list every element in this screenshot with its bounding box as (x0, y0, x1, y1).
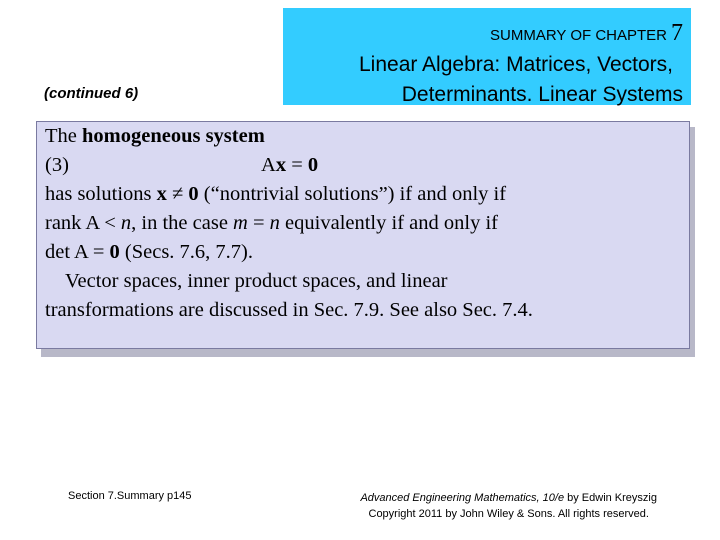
zero-value: 0 (109, 241, 120, 263)
text-line (45, 180, 683, 209)
text-run: , in the case (131, 212, 234, 234)
text-run: equivalently if and only if (279, 212, 498, 234)
text-run: det A = (45, 241, 110, 263)
matrix-a: A (261, 154, 276, 176)
vector-x: x (156, 183, 167, 205)
text-run: (“nontrivial solutions”) if and only if (198, 183, 507, 205)
text-run: rank A < (45, 212, 121, 234)
equation-number: (3) (45, 154, 69, 176)
text-run: has solutions (45, 183, 157, 205)
chapter-number: 7 (671, 20, 683, 46)
summary-label: SUMMARY OF CHAPTER (490, 27, 667, 44)
zero-vector: 0 (188, 183, 199, 205)
var-n: n (120, 212, 132, 234)
vector-x: x (275, 154, 287, 176)
equation-line (45, 151, 683, 180)
text-line (45, 122, 683, 151)
not-equal-sign: ≠ (166, 183, 189, 205)
footer-section-ref: Section 7.Summary p145 (68, 490, 192, 502)
book-citation-line (360, 490, 657, 506)
chapter-header (283, 8, 691, 105)
summary-heading (490, 20, 683, 47)
chapter-title-line2: Determinants. Linear Systems (401, 83, 683, 106)
text-line: Vector spaces, inner product spaces, and linear (65, 270, 448, 292)
summary-content-box (36, 121, 690, 349)
summary-text (45, 122, 683, 325)
text-line: transformations are discussed in Sec. 7.9. See also Sec. 7.4. (45, 299, 533, 321)
chapter-title-line1: Linear Algebra: Matrices, Vectors, (359, 53, 673, 76)
text-line (45, 209, 683, 238)
homogeneous-system-term: homogeneous system (82, 125, 265, 147)
footer-citation (360, 490, 657, 522)
book-title: Advanced Engineering Mathematics, 10/e (360, 492, 565, 504)
equals-sign: = (247, 212, 270, 234)
text-line (45, 238, 683, 267)
continued-label: (continued 6) (44, 85, 139, 102)
text-run: The (45, 125, 82, 147)
equals-sign: = (286, 154, 308, 176)
var-m: m (233, 212, 248, 234)
author-credit: by Edwin Kreyszig (564, 492, 657, 504)
text-run: (Secs. 7.6, 7.7). (119, 241, 254, 263)
zero-vector: 0 (307, 154, 319, 176)
copyright-line: Copyright 2011 by John Wiley & Sons. All rights reserved. (368, 508, 649, 520)
var-n: n (269, 212, 280, 234)
